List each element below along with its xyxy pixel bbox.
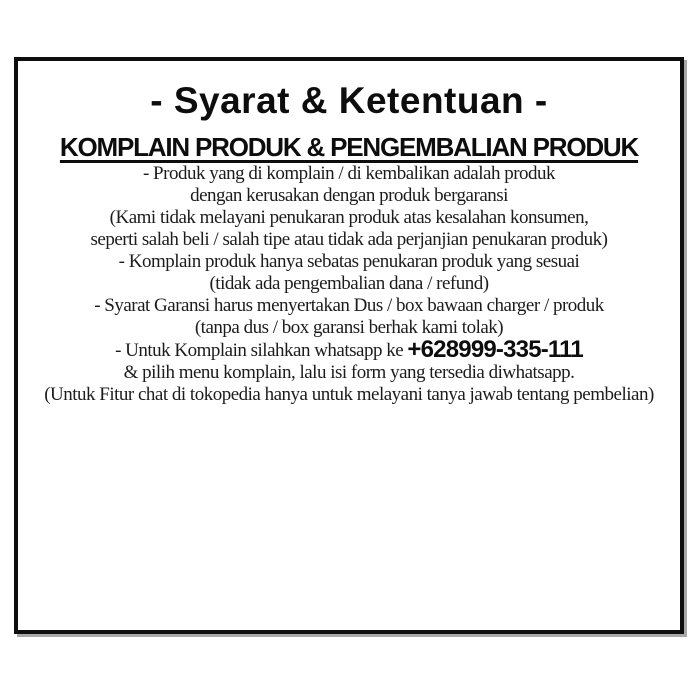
whatsapp-contact-prefix: - Untuk Komplain silahkan whatsapp ke bbox=[115, 339, 408, 361]
paragraph-line: - Komplain produk hanya sebatas penukaran produk yang sesuai bbox=[118, 250, 580, 272]
paragraph-line: seperti salah beli / salah tipe atau tidak ada perjanjian penukaran produk) bbox=[90, 228, 608, 250]
paragraph-line: (tanpa dus / box garansi berhak kami tolak) bbox=[194, 316, 504, 338]
whatsapp-number: +628999-335-111 bbox=[407, 335, 583, 363]
paragraph-line: - Produk yang di komplain / di kembalikan adalah produk bbox=[142, 162, 556, 184]
paragraph-line: (tidak ada pengembalian dana / refund) bbox=[209, 272, 489, 294]
paragraph-chat-note bbox=[18, 384, 680, 406]
paragraph-warranty-requirement bbox=[18, 295, 680, 339]
paragraph-line: & pilih menu komplain, lalu isi form yang tersedia diwhatsapp. bbox=[123, 361, 575, 383]
paragraph-exchange-only bbox=[18, 251, 680, 295]
whatsapp-contact-line bbox=[18, 335, 680, 363]
paragraph-line: - Syarat Garansi harus menyertakan Dus / box bawaan charger / produk bbox=[94, 294, 604, 316]
terms-frame bbox=[14, 57, 684, 634]
page-title: - Syarat & Ketentuan - bbox=[150, 80, 548, 121]
paragraph-whatsapp-contact bbox=[18, 335, 680, 384]
paragraph-return-policy bbox=[18, 163, 680, 207]
page-subtitle-text: KOMPLAIN PRODUK & PENGEMBALIAN PRODUK bbox=[59, 131, 639, 162]
page-subtitle bbox=[18, 132, 680, 163]
paragraph-line: (Untuk Fitur chat di tokopedia hanya untuk melayani tanya jawab tentang pembelian) bbox=[44, 383, 654, 405]
paragraph-line: (Kami tidak melayani penukaran produk atas kesalahan konsumen, bbox=[109, 206, 589, 228]
paragraph-line: dengan kerusakan dengan produk bergaransi bbox=[190, 184, 508, 206]
paragraph-no-exchange-note bbox=[18, 207, 680, 251]
